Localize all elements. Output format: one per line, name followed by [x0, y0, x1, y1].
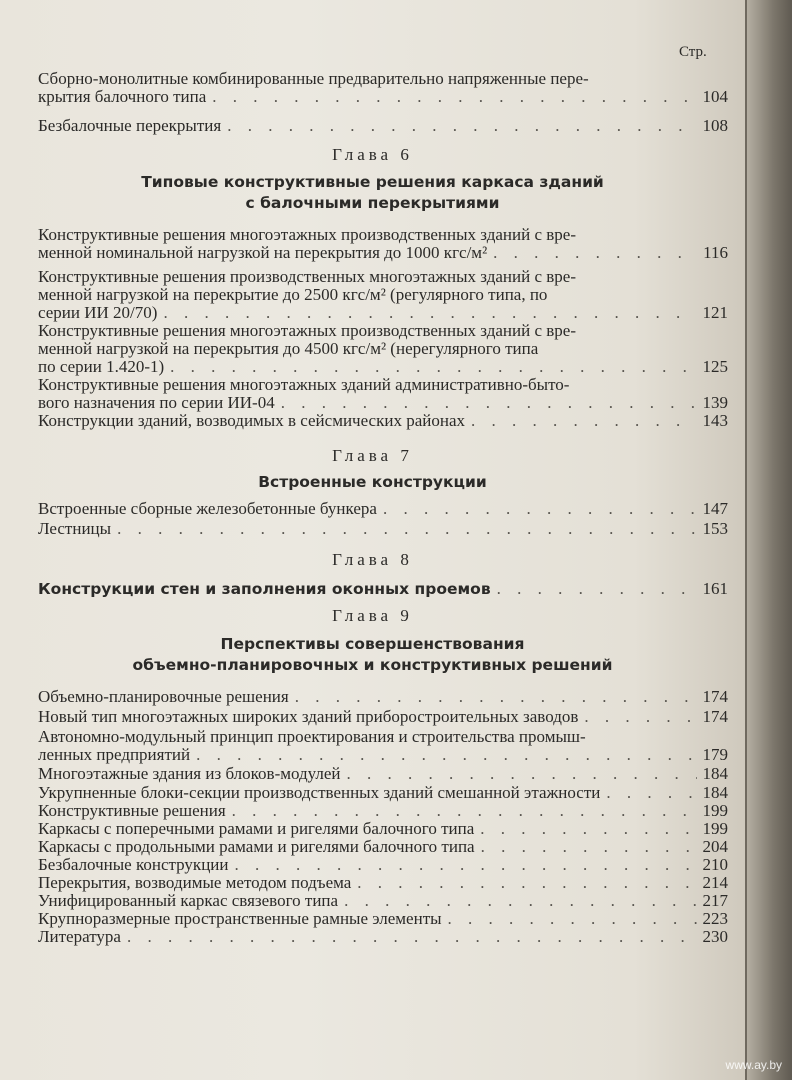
- entry-line: Конструкции зданий, возводимых в сейсмических районах: [38, 411, 466, 430]
- page-number: 125: [702, 357, 728, 376]
- page-number: 143: [702, 411, 728, 430]
- entry-line: менной номинальной нагрузкой на перекрытия до 1000 кгс/м²: [38, 243, 488, 262]
- entry-line: Конструктивные решения многоэтажных зданий административно-быто-: [38, 375, 570, 394]
- toc-entry: [38, 892, 728, 910]
- entry-line: Безбалочные конструкции: [38, 855, 229, 874]
- page-number: 179: [702, 745, 728, 764]
- toc-entry: [38, 728, 728, 764]
- chapter-title-line: Встроенные конструкции: [258, 473, 487, 491]
- page-number: 108: [702, 116, 728, 135]
- entry-line: Унифицированный каркас связевого типа: [38, 891, 339, 910]
- page-number: 104: [702, 87, 728, 106]
- entry-line: Конструктивные решения многоэтажных производственных зданий с вре-: [38, 225, 576, 244]
- entry-line: Сборно-монолитные комбинированные предварительно напряженные пере-: [38, 69, 589, 88]
- page-number: 174: [702, 687, 728, 706]
- chapter-heading: Глава 6: [332, 145, 413, 164]
- entry-line: Встроенные сборные железобетонные бункера: [38, 499, 377, 518]
- toc-entry: [38, 838, 728, 856]
- toc-entry: [38, 520, 728, 538]
- watermark: www.ay.by: [725, 1058, 782, 1072]
- entry-line: по серии 1.420-1): [38, 357, 165, 376]
- chapter-heading: Глава 8: [332, 550, 413, 569]
- entry-line: Конструктивные решения: [38, 801, 226, 820]
- entry-line: Лестницы: [38, 519, 112, 538]
- toc-entry: [38, 117, 728, 135]
- entry-line: Каркасы с продольными рамами и ригелями балочного типа: [38, 837, 475, 856]
- entry-line: Конструктивные решения производственных многоэтажных зданий с вре-: [38, 267, 576, 286]
- entry-line: Автономно-модульный принцип проектирования и строительства промыш-: [38, 727, 586, 746]
- chapter-title: [0, 472, 745, 493]
- page-number: 174: [702, 707, 728, 726]
- toc-entry: [38, 856, 728, 874]
- toc-entry: [38, 910, 728, 928]
- chapter-title-line: Перспективы совершенствования: [220, 635, 525, 653]
- entry-line: Крупноразмерные пространственные рамные элементы: [38, 909, 442, 928]
- toc-entry: [38, 376, 728, 412]
- chapter-title: [0, 634, 745, 676]
- page-number: 139: [702, 393, 728, 412]
- chapter-heading: Глава 7: [332, 446, 413, 465]
- page-column-label: Стр.: [679, 44, 707, 60]
- page-number: 230: [702, 927, 728, 946]
- entry-line: Объемно-планировочные решения: [38, 687, 289, 706]
- entry-line: менной нагрузкой на перекрытия до 4500 кгс/м² (нерегулярного типа: [38, 339, 539, 358]
- toc-entry: [38, 784, 728, 802]
- entry-line: Конструкции стен и заполнения оконных проемов: [38, 580, 491, 598]
- toc-entry: [38, 580, 728, 598]
- toc-entry: [38, 226, 728, 262]
- page-number: 184: [702, 783, 728, 802]
- page-number: 204: [702, 837, 728, 856]
- entry-line: менной нагрузкой на перекрытие до 2500 кгс/м² (регулярного типа, по: [38, 285, 548, 304]
- page-number: 199: [702, 819, 728, 838]
- toc-entry: [38, 802, 728, 820]
- page-number: 161: [702, 579, 728, 598]
- page-number: 210: [702, 855, 728, 874]
- toc-entry: [38, 765, 728, 783]
- toc-entry: [38, 500, 728, 518]
- toc-entry: [38, 688, 728, 706]
- chapter-title: [0, 172, 745, 214]
- page-edge: [745, 0, 747, 1080]
- entry-line: Литература: [38, 927, 121, 946]
- entry-line: Укрупненные блоки-секции производственных зданий смешанной этажности: [38, 783, 601, 802]
- toc-entry: [38, 268, 728, 322]
- book-spine-shadow: [745, 0, 792, 1080]
- toc-entry: [38, 874, 728, 892]
- entry-line: Конструктивные решения многоэтажных производственных зданий с вре-: [38, 321, 576, 340]
- page-number: 184: [702, 764, 728, 783]
- chapter-title-line: с балочными перекрытиями: [245, 194, 500, 212]
- toc-entry: [38, 70, 728, 106]
- page-number: 214: [702, 873, 728, 892]
- page-number: 147: [702, 499, 728, 518]
- chapter-heading: Глава 9: [332, 606, 413, 625]
- toc-entry: [38, 412, 728, 430]
- entry-line: серии ИИ 20/70): [38, 303, 158, 322]
- toc-entry: [38, 322, 728, 376]
- toc-entry: [38, 708, 728, 726]
- toc-entry: [38, 928, 728, 946]
- entry-line: Многоэтажные здания из блоков-модулей: [38, 764, 341, 783]
- entry-line: Каркасы с поперечными рамами и ригелями балочного типа: [38, 819, 475, 838]
- entry-line: крытия балочного типа: [38, 87, 207, 106]
- entry-line: Новый тип многоэтажных широких зданий приборостроительных заводов: [38, 707, 579, 726]
- page-number: 116: [703, 243, 728, 262]
- page-number: 223: [702, 909, 728, 928]
- page-number: 199: [702, 801, 728, 820]
- toc-entry: [38, 820, 728, 838]
- chapter-title-line: объемно-планировочных и конструктивных решений: [132, 656, 613, 674]
- entry-line: вого назначения по серии ИИ-04: [38, 393, 275, 412]
- page-number: 217: [702, 891, 728, 910]
- page-number: 121: [702, 303, 728, 322]
- entry-line: Безбалочные перекрытия: [38, 116, 222, 135]
- entry-line: ленных предприятий: [38, 745, 191, 764]
- chapter-title-line: Типовые конструктивные решения каркаса зданий: [141, 173, 604, 191]
- entry-line: Перекрытия, возводимые методом подъема: [38, 873, 352, 892]
- page-number: 153: [702, 519, 728, 538]
